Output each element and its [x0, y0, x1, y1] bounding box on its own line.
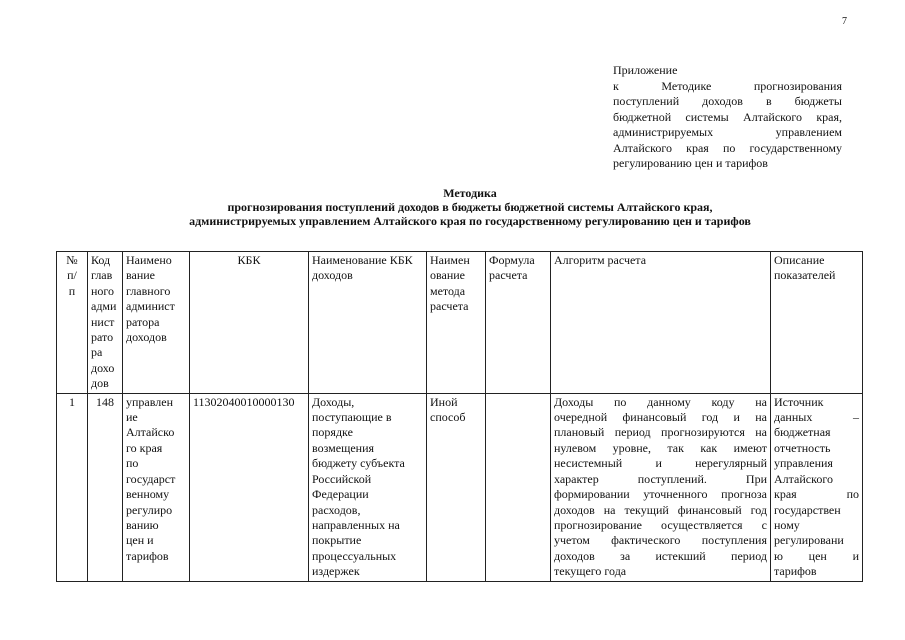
cell-line: дохо	[91, 360, 115, 375]
cell-kbk: 11302040010000130	[190, 393, 309, 581]
page-number: 7	[842, 16, 847, 27]
cell-admin-code: 148	[88, 393, 123, 581]
cell-line: доходов за истекший период	[554, 548, 767, 563]
appendix-line: администрируемых управлением	[613, 125, 842, 139]
appendix-line: поступлений доходов в бюджеты	[613, 94, 842, 108]
cell-line: главного	[126, 283, 171, 298]
cell-line: ю цен и	[774, 548, 859, 563]
cell-line: покрытие	[312, 533, 362, 548]
cell-line: ному	[774, 517, 800, 532]
cell-line: государствен	[774, 502, 841, 517]
cell-line: Доходы,	[312, 394, 355, 409]
cell-line: Наимен	[430, 253, 470, 267]
header-indicators	[771, 252, 863, 394]
cell-num: 1	[57, 393, 88, 581]
cell-line: ванию	[126, 517, 159, 532]
cell-line: по	[126, 456, 139, 471]
cell-line: нулевом уровне, так как имеют	[554, 440, 767, 455]
cell-line: рато	[91, 330, 114, 345]
cell-line: Формула	[489, 253, 535, 267]
cell-line: Федерации	[312, 487, 369, 502]
cell-line: отчетность	[774, 440, 831, 455]
cell-line: ование	[430, 268, 466, 283]
cell-line: характер поступлений. При	[554, 471, 767, 486]
cell-formula	[486, 393, 551, 581]
cell-line: Иной	[430, 394, 458, 409]
cell-line: тарифов	[126, 548, 169, 563]
cell-line: поступающие в	[312, 410, 392, 425]
cell-line: издержек	[312, 564, 360, 579]
cell-line: Наимено	[126, 253, 172, 267]
cell-line: админист	[126, 299, 175, 314]
cell-line: адми	[91, 299, 117, 314]
cell-line: бюджетная	[774, 425, 831, 440]
cell-line: вание	[126, 268, 156, 283]
cell-line: плановый период прогнозируются на	[554, 425, 767, 440]
cell-line: тарифов	[774, 564, 817, 579]
header-formula	[486, 252, 551, 394]
cell-line: Доходы по данному коду на	[554, 394, 767, 409]
cell-line: очередной финансовый год и на	[554, 410, 767, 425]
cell-line: №	[66, 253, 78, 267]
header-kbk-name	[309, 252, 427, 394]
cell-line: го края	[126, 440, 163, 455]
cell-line: дов	[91, 376, 109, 391]
cell-line: бюджету субъекта	[312, 456, 405, 471]
cell-line: ра	[91, 345, 103, 360]
appendix-line: Алтайского края по государственному	[613, 140, 842, 155]
cell-line: регулиро	[126, 502, 173, 517]
cell-line: возмещения	[312, 440, 375, 455]
cell-line: управления	[774, 456, 833, 471]
cell-admin-name	[123, 393, 190, 581]
cell-line: края по	[774, 487, 859, 502]
cell-line: процессуальных	[312, 548, 397, 563]
cell-line: способ	[430, 410, 466, 425]
title-line: администрируемых управлением Алтайского края по государственному регулированию цен и тарифов	[189, 214, 751, 228]
methodology-table	[56, 251, 863, 582]
cell-algorithm	[551, 393, 771, 581]
cell-indicators	[771, 393, 863, 581]
header-admin-code	[88, 252, 123, 394]
cell-line: показателей	[774, 268, 836, 283]
appendix-line: к Методике прогнозирования	[613, 78, 842, 93]
cell-line: управлен	[126, 394, 173, 409]
appendix-line: Приложение	[613, 63, 678, 77]
cell-line: венному	[126, 487, 170, 502]
cell-line: п/	[67, 268, 77, 283]
header-algorithm: Алгоритм расчета	[551, 252, 771, 394]
cell-line: метода	[430, 283, 466, 298]
cell-line: Код	[91, 253, 111, 267]
cell-line: формировании уточненного прогноза	[554, 487, 767, 502]
cell-line: расчета	[430, 299, 469, 314]
cell-line: глав	[91, 268, 113, 283]
cell-line: несистемный и нерегулярный	[554, 456, 767, 471]
cell-line: Алтайско	[126, 425, 175, 440]
header-admin-name	[123, 252, 190, 394]
cell-line: нист	[91, 314, 115, 329]
cell-line: прогнозирование осуществляется с	[554, 517, 767, 532]
cell-line: п	[68, 283, 76, 298]
cell-line: расходов,	[312, 502, 361, 517]
document-title	[150, 186, 790, 228]
cell-line: учетом фактического поступления	[554, 533, 767, 548]
cell-line: расчета	[489, 268, 528, 283]
table-header-row	[57, 252, 863, 394]
cell-line: доходов	[126, 330, 167, 345]
cell-line: ратора	[126, 314, 160, 329]
cell-line: государст	[126, 471, 176, 486]
cell-line: Описание	[774, 253, 825, 267]
cell-line: цен и	[126, 533, 154, 548]
appendix-note	[613, 63, 842, 172]
cell-method	[427, 393, 486, 581]
header-method	[427, 252, 486, 394]
header-kbk: КБК	[190, 252, 309, 394]
cell-line: доходов	[312, 268, 353, 283]
cell-kbk-name	[309, 393, 427, 581]
cell-line: ного	[91, 283, 115, 298]
cell-line: текущего года	[554, 564, 627, 579]
title-line: Методика	[443, 186, 497, 200]
cell-line: Источник	[774, 394, 824, 409]
cell-line: ие	[126, 410, 138, 425]
cell-line: доходов на текущий финансовый год	[554, 502, 767, 517]
appendix-line: бюджетной системы Алтайского края,	[613, 109, 842, 124]
cell-line: данных –	[774, 410, 859, 425]
cell-line: порядке	[312, 425, 353, 440]
cell-line: Наименование КБК	[312, 253, 413, 267]
cell-line: направленных на	[312, 517, 400, 532]
cell-line: Алтайского	[774, 471, 833, 486]
appendix-line: регулированию цен и тарифов	[613, 156, 768, 170]
header-num	[57, 252, 88, 394]
cell-line: Российской	[312, 471, 372, 486]
table-row	[57, 393, 863, 581]
cell-line: регулировани	[774, 533, 844, 548]
title-line: прогнозирования поступлений доходов в бюджеты бюджетной системы Алтайского края,	[227, 200, 713, 214]
